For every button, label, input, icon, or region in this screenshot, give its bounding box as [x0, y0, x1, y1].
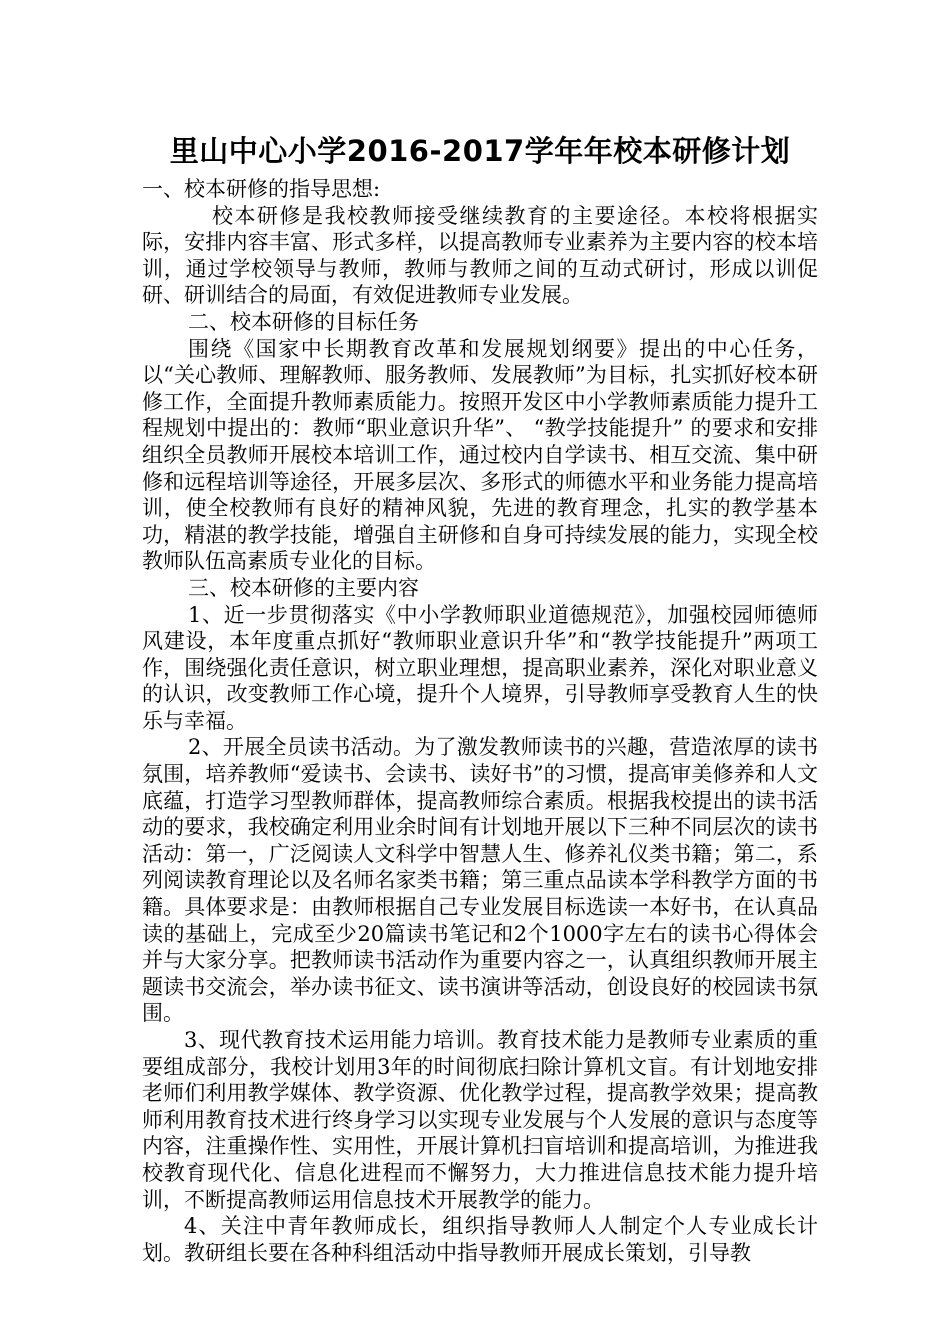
paragraph-item-3: 3、现代教育技术运用能力培训。教育技术能力是教师专业素质的重要组成部分，我校计划用3年的时间彻底扫除计算机文盲。有计划地安排老师们利用教学媒体、教学资源、优化教学过程，提高教学效果；提高教师利用教育技术进行终身学习以实现专业发展与个人发展的意识与态度等内容，注重操作性、实用性，开展计算机扫盲培训和提高培训，为推进我校教育现代化、信息化进程而不懈努力，大力推进信息技术能力提升培训，不断提高教师运用信息技术开展教学的能力。	[142, 1028, 818, 1212]
document-title: 里山中心小学2016-2017学年年校本研修计划	[169, 134, 791, 168]
section-heading-goals: 二、校本研修的目标任务	[188, 309, 419, 334]
document-body	[142, 128, 818, 1266]
paragraph-item-1: 1、近一步贯彻落实《中小学教师职业道德规范》，加强校园师德师风建设，本年度重点抓好“教师职业意识升华”和“教学技能提升”两项工作，围绕强化责任意识，树立职业理想，提高职业素养，深化对职业意义的认识，改变教师工作心境，提升个人境界，引导教师享受教育人生的快乐与幸福。	[142, 602, 818, 733]
paragraph-item-4: 4、关注中青年教师成长，组织指导教师人人制定个人专业成长计划。教研组长要在各种科组活动中指导教师开展成长策划，引导教	[142, 1214, 818, 1265]
paragraph-item-2: 2、开展全员读书活动。为了激发教师读书的兴趣，营造浓厚的读书氛围，培养教师“爱读书、会读书、读好书”的习惯，提高审美修养和人文底蕴，打造学习型教师群体，提高教师综合素质。根据我校提出的读书活动的要求，我校确定利用业余时间有计划地开展以下三种不同层次的读书活动：第一，广泛阅读人文科学中智慧人生、修养礼仪类书籍；第二，系列阅读教育理论以及名师名家类书籍；第三重点品读本学科教学方面的书籍。具体要求是：由教师根据自己专业发展目标选读一本好书，在认真品读的基础上，完成至少20篇读书笔记和2个1000字左右的读书心得体会并与大家分享。把教师读书活动作为重要内容之一，认真组织教师开展主题读书交流会，举办读书征文、读书演讲等活动，创设良好的校园读书氛围。	[142, 735, 818, 1026]
section-heading-main-content: 三、校本研修的主要内容	[188, 575, 419, 600]
section-heading-guiding-ideology: 一、校本研修的指导思想:	[142, 177, 381, 201]
paragraph-guiding-ideology: 校本研修是我校教师接受继续教育的主要途径。本校将根据实际，安排内容丰富、形式多样，以提高教师专业素养为主要内容的校本培训，通过学校领导与教师，教师与教师之间的互动式研讨，形成以训促研、研训结合的局面，有效促进教师专业发展。	[142, 203, 818, 308]
paragraph-goals: 围绕《国家中长期教育改革和发展规划纲要》提出的中心任务，以“关心教师、理解教师、服务教师、发展教师”为目标，扎实抓好校本研修工作，全面提升教师素质能力。按照开发区中小学教师素质能力提升工程规划中提出的：教师“职业意识升华”、 “教学技能提升” 的要求和安排组织全员教师开展校本培训工作，通过校内自学读书、相互交流、集中研修和远程培训等途径，开展多层次、多形式的师德水平和业务能力提高培训，使全校教师有良好的精神风貌，先进的教育理念，扎实的教学基本功，精湛的教学技能，增强自主研修和自身可持续发展的能力，实现全校教师队伍高素质专业化的目标。	[142, 336, 818, 574]
